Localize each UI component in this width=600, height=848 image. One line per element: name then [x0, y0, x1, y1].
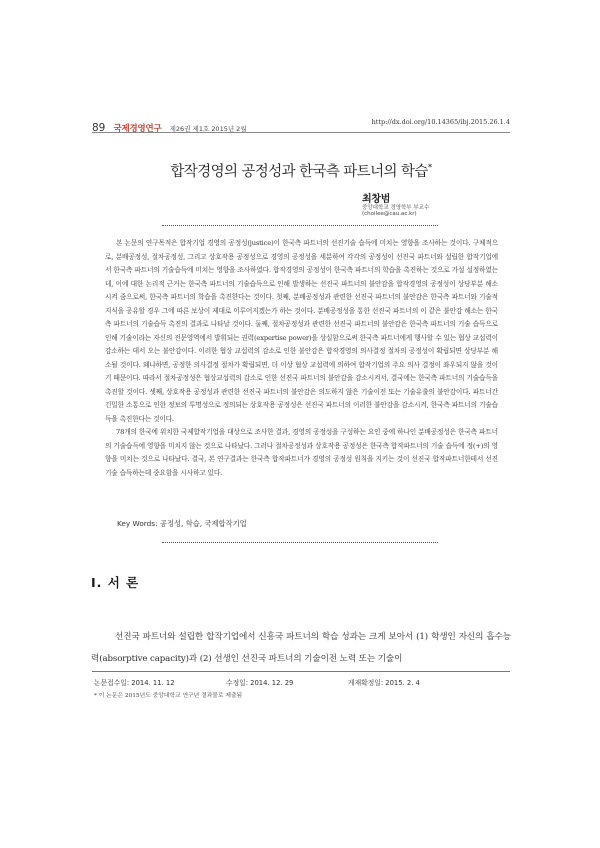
- date-received: 논문접수일: 2014. 11. 12: [94, 679, 175, 687]
- submission-dates: [94, 677, 510, 687]
- body-paragraph: 선진국 파트너와 설립한 합작기업에서 신흥국 파트너의 학습 성과는 크게 보아서 (1) 학생인 자신의 흡수능력(absorptive capacity)과 (2) 선생인 선진국 파트너의 기술이전 노력 또는 기술이: [91, 632, 511, 664]
- funding-footnote: * 이 논문은 2015년도 중앙대학교 연구년 결과물로 제출됨: [94, 693, 243, 699]
- issue-info: 제26권 제1호 2015년 2월: [169, 125, 247, 133]
- abstract-top-separator: [162, 225, 438, 226]
- keywords-list: 공정성, 학습, 국제합작기업: [159, 519, 247, 528]
- title-footnote-mark: *: [427, 163, 432, 174]
- article-title-text: 합작경영의 공정성과 한국측 파트너의 학습: [170, 164, 428, 180]
- date-accepted: 게재확정일: 2015. 2. 4: [348, 679, 420, 687]
- abstract-bottom-separator: [162, 542, 438, 543]
- footnote-rule: [92, 671, 510, 672]
- header-rule: [92, 132, 510, 133]
- doi-link[interactable]: http://dx.doi.org/10.14365/ibj.2015.26.1.4: [371, 118, 510, 126]
- author-email[interactable]: (choilee@cau.ac.kr): [362, 211, 417, 217]
- author-affiliation: 중앙대학교 경영학부 부교수: [362, 205, 430, 211]
- abstract: [105, 237, 498, 480]
- section-heading: Ⅰ. 서 론: [91, 575, 140, 590]
- journal-name: 국제경영연구: [113, 124, 162, 134]
- abstract-paragraph-1: 본 논문의 연구목적은 합작기업 경영의 공정성(justice)이 한국측 파트너의 선진기술 습득에 미치는 영향을 조사하는 것이다. 구체적으로, 분배공정성, 절차공정성, 그리고 상호작용 공정성으로 경영의 공정성을 세분하여 각각의 공정성이 선진국 파트너와 설립한 합작기업에서 한국측 파트너의 기술습득에 미치는 영향을 조사하였다. 합작경영의 공정성이 한국측 파트너의 학습을 촉진하는 것으로 가설 설정하였는데, 이에 대한 논리적 근거는 한국측 파트너의 기술습득으로 인해 발생하는 선진국 파트너의 불안감을 합작경영의 공정성이 상당부분 해소시켜 줌으로써, 한국측 파트너의 학습을 촉진한다는 것이다. 첫째, 분배공정성과 관련한 선진국 파트너의 불안감은 한국측 파트너와 기술적 지식을 공유할 경우 그에 따른 보상이 제대로 이루어지겠는가 하는 것이다. 분배공정성을 통한 선진국 파트너의 이 같은 불안감 해소는 한국측 파트너의 기술습득 촉진의 결과로 나타날 것이다. 둘째, 절차공정성과 관련한 선진국 파트너의 불안감은 한국측 파트너의 기술 습득으로 인해 기술이라는 자신의 전문영역에서 발휘되는 권력(expertise power)을 상실함으로써 한국측 파트너에게 행사할 수 있는 협상 교섭력이 감소하는 데서 오는 불안감이다. 이러한 협상 교섭력의 감소로 인한 불안감은 합작경영의 의사결정 절차의 공정성이 확립되면 상당부분 해소될 것이다. 왜냐하면, 공정한 의사결정 절차가 확립되면, 더 이상 협상 교섭력에 의하여 합작기업의 주요 의사 결정이 좌우되지 않을 것이기 때문이다. 따라서 절차공정성은 협상교섭력의 감소로 인한 선진국 파트너의 불안감을 감소시켜서, 결국에는 한국측 파트너의 기술습득을 촉진할 것이다. 셋째, 상호작용 공정성과 관련한 선진국 파트너의 불안감은 의도하지 않은 기술이전 또는 기술유출의 불안감이다. 파트너간 긴밀한 소통으로 인한 정보의 투명성으로 정의되는 상호작용 공정성은 선진국 파트너의 이러한 불안감을 감소시켜, 한국측 파트너의 기술습득을 촉진한다는 것이다.: [105, 239, 498, 423]
- abstract-paragraph-2: 78개의 한국에 위치한 국제합작기업을 대상으로 조사한 결과, 경영의 공정성을 구성하는 요인 중에 하나인 분배공정성은 한국측 파트너의 기술습득에 영향을 미치지 않는 것으로 나타났다. 그러나 절차공정성과 상호작용 공정성은 한국측 합작파트너의 기술 습득에 정(+)의 영향을 미치는 것으로 나타났다. 결국, 본 연구결과는 한국측 합작파트너가 경영의 공정성 원칙을 지키는 것이 선진국 합작파트너한테서 선진기술 습득하는데 중요함을 시사하고 있다.: [105, 428, 498, 477]
- keywords: [117, 519, 247, 529]
- running-header: [92, 116, 510, 134]
- page-number: 89: [92, 122, 106, 134]
- author-name: 최창범: [362, 194, 391, 205]
- keywords-label: Key Words:: [117, 519, 158, 528]
- article-title: [92, 160, 510, 181]
- date-revised: 수정일: 2014. 12. 29: [226, 679, 294, 687]
